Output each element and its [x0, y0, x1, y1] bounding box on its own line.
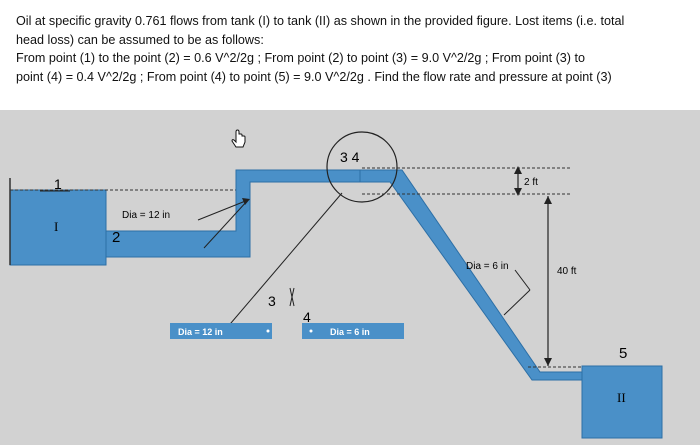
detail-dot-3 [267, 330, 270, 333]
problem-line-2: head loss) can be assumed to be as follows: [16, 32, 264, 47]
hand-cursor-icon [232, 130, 245, 147]
dia-upper-label: Dia = 12 in [122, 210, 171, 221]
detail-dot-4 [310, 330, 313, 333]
detail-point-3-label: 3 [268, 293, 276, 309]
problem-line-3: From point (1) to the point (2) = 0.6 V^2/2g ; From point (2) to point (3) = 9.0 V^2/2g ; From point (3) to [16, 51, 586, 65]
dim-2ft-arrow-down [514, 188, 522, 196]
point-5-label: 5 [619, 345, 628, 362]
dia-right-leader [515, 270, 530, 290]
point-34-label: 3 4 [340, 149, 360, 165]
detail-circle [327, 132, 397, 202]
tank-2-label: II [617, 390, 626, 405]
problem-line-4: point (4) = 0.4 V^2/2g ; From point (4) to point (5) = 9.0 V^2/2g . Find the flow rate and pressure at point (3) [16, 69, 612, 84]
point-1-label: 1 [54, 176, 62, 192]
detail-dia-right: Dia = 6 in [330, 327, 370, 337]
dim-40ft-arrow-up [544, 196, 552, 204]
tank-1-label: I [54, 219, 59, 234]
detail-dia-left: Dia = 12 in [178, 327, 223, 337]
dim-40ft-arrow-down [544, 358, 552, 366]
pipe-diagram [0, 110, 700, 445]
pipe-system-figure [0, 110, 700, 445]
dia-right-leader-2 [504, 290, 530, 315]
dim-40ft-label: 40 ft [557, 266, 577, 277]
dia-right-label: Dia = 6 in [466, 261, 509, 272]
dim-2ft-arrow-up [514, 166, 522, 174]
dim-2ft-label: 2 ft [524, 177, 538, 188]
point-2-label: 2 [112, 229, 121, 246]
problem-line-1: Oil at specific gravity 0.761 flows from tank (I) to tank (II) as shown in the provided figure. Lost items (i.e. total [16, 14, 625, 28]
detail-point-4-label: 4 [303, 309, 311, 325]
problem-statement [16, 12, 688, 86]
